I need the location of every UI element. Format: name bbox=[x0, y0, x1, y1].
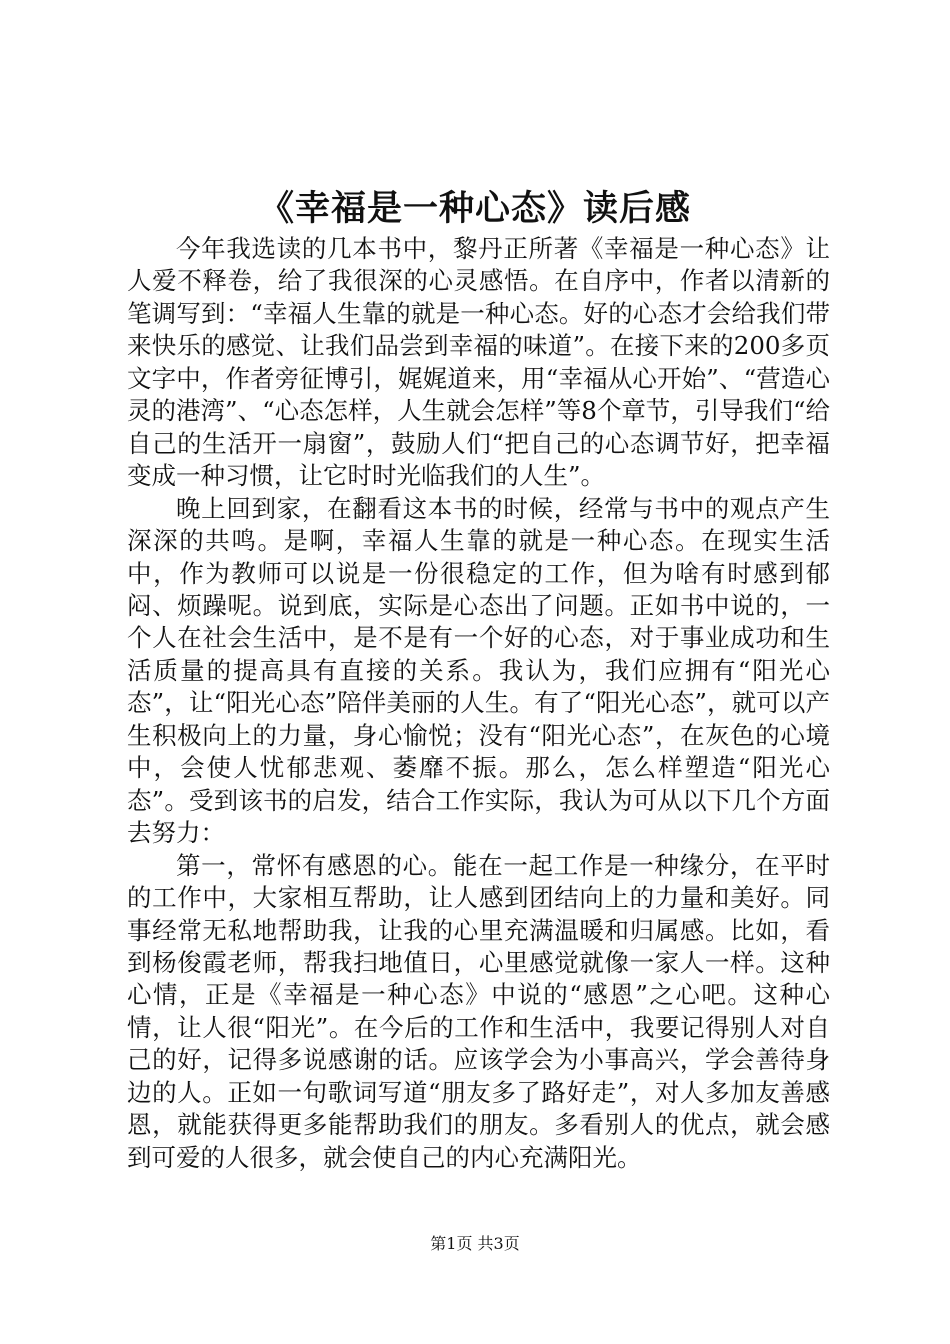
document-body bbox=[127, 233, 830, 1174]
paragraph-2: 晚上回到家，在翻看这本书的时候，经常与书中的观点产生深深的共鸣。是啊，幸福人生靠的就是一种心态。在现实生活中，作为教师可以说是一份很稳定的工作，但为啥有时感到郁闷、烦躁呢。说到底，实际是心态出了问题。正如书中说的，一个人在社会生活中，是不是有一个好的心态，对于事业成功和生活质量的提高具有直接的关系。我认为，我们应拥有“阳光心态”，让“阳光心态”陪伴美丽的人生。有了“阳光心态”，就可以产生积极向上的力量，身心愉悦；没有“阳光心态”，在灰色的心境中，会使人忧郁悲观、萎靡不振。那么，怎么样塑造“阳光心态”。受到该书的启发，结合工作实际，我认为可从以下几个方面去努力： bbox=[127, 493, 830, 848]
page-number-footer: 第1页 共3页 bbox=[430, 1234, 520, 1253]
paragraph-3: 第一，常怀有感恩的心。能在一起工作是一种缘分，在平时的工作中，大家相互帮助，让人感到团结向上的力量和美好。同事经常无私地帮助我，让我的心里充满温暖和归属感。比如，看到杨俊霞老师，帮我扫地值日，心里感觉就像一家人一样。这种心情，正是《幸福是一种心态》中说的“感恩”之心吧。这种心情，让人很“阳光”。在今后的工作和生活中，我要记得别人对自己的好，记得多说感谢的话。应该学会为小事高兴，学会善待身边的人。正如一句歌词写道“朋友多了路好走”，对人多加友善感恩，就能获得更多能帮助我们的朋友。多看别人的优点，就会感到可爱的人很多，就会使自己的内心充满阳光。 bbox=[127, 850, 830, 1172]
page-title: 《幸福是一种心态》读后感 bbox=[258, 188, 691, 229]
paragraph-1: 今年我选读的几本书中，黎丹正所著《幸福是一种心态》让人爱不释卷，给了我很深的心灵感悟。在自序中，作者以清新的笔调写到：“幸福人生靠的就是一种心态。好的心态才会给我们带来快乐的感觉、让我们品尝到幸福的味道”。在接下来的200多页文字中，作者旁征博引，娓娓道来，用“幸福从心开始”、“营造心灵的港湾”、“心态怎样，人生就会怎样”等8个章节，引导我们“给自己的生活开一扇窗”，鼓励人们“把自己的心态调节好，把幸福变成一种习惯，让它时时光临我们的人生”。 bbox=[127, 234, 830, 491]
